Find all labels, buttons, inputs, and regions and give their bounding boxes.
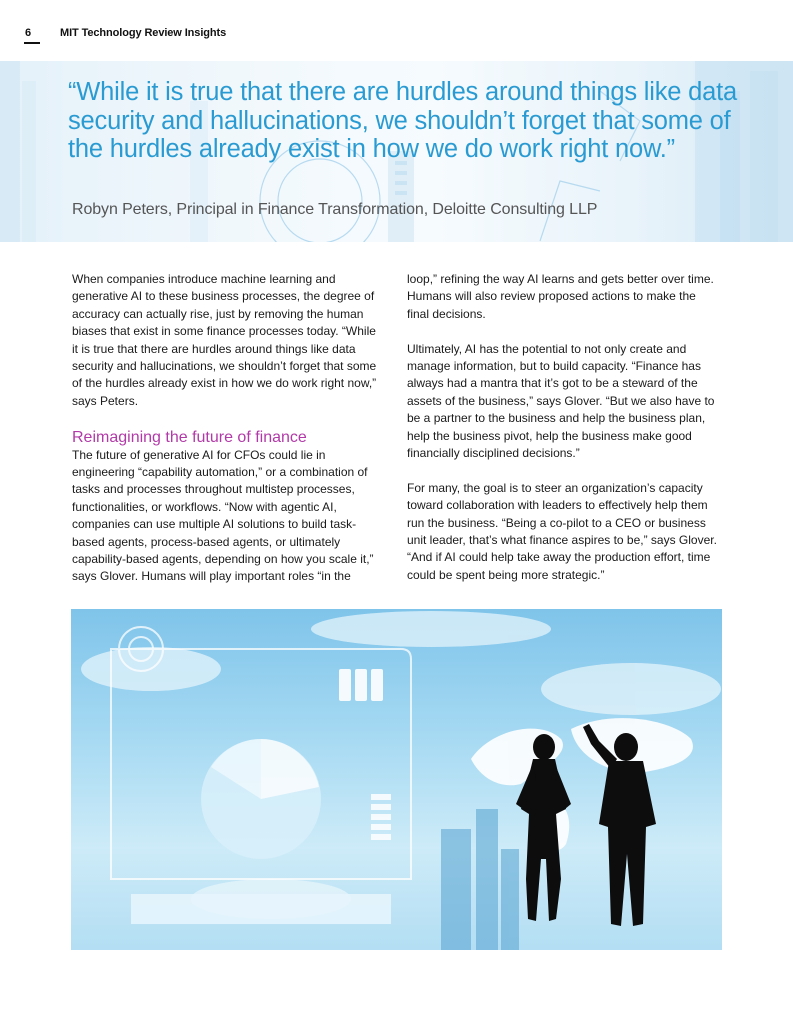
right-column xyxy=(407,271,719,602)
hero-illustration xyxy=(71,609,722,950)
right-paragraph-1: loop,” refining the way AI learns and gets better over time. Humans will also review proposed actions to make the final decisions. xyxy=(407,272,714,321)
page-number: 6 xyxy=(25,27,32,39)
pie-graphic xyxy=(201,739,321,859)
server-icons xyxy=(339,669,383,701)
publication-name: MIT Technology Review Insights xyxy=(60,27,227,39)
business-people-digital-interface-illustration xyxy=(71,609,722,950)
world-map xyxy=(471,718,693,850)
left-paragraph-2: The future of generative AI for CFOs could lie in engineering “capability automation,” or a combination of tasks and processes throughout multistep processes, functionalities, or workflows. “Now with agentic AI, companies can use multiple AI solutions to build task-based agents, process-based agents, or ultimately capability-based agents, depending on how you scale it,” says Glover. Humans will play important roles “in the xyxy=(72,447,374,584)
city-buildings xyxy=(441,809,519,950)
right-paragraph-2: Ultimately, AI has the potential to not only create and manage information, but to build capacity. “Finance has always had a mantra that it’s got to be a steward of the assets of the business,” says Glover. “But we also have to be a partner to the business and help the business plan, help the business pivot, help the business make good financially disciplined decisions.” xyxy=(407,341,715,461)
page-number-rule xyxy=(24,42,40,44)
pull-quote-banner xyxy=(0,61,793,242)
left-paragraph-1: When companies introduce machine learning and generative AI to these business processes, the degree of accuracy can actually rise, just by removing the human biases that exist in some finance processes today. “While it is true that there are hurdles around things like data security and hallucinations, we shouldn’t forget that some of the hurdles already exist in how we do work right now,” says Peters. xyxy=(72,272,377,408)
right-paragraph-3: For many, the goal is to steer an organization’s capacity toward collaboration with leaders to effectively help them run the business. “Being a co-pilot to a CEO or business unit leader, that’s what finance aspires to be,” says Glover. “And if AI could help take away the production effort, time could be spent being more strategic.” xyxy=(407,480,717,582)
pull-quote-text: “While it is true that there are hurdles around things like data security and hallucinations, we shouldn’t forget that some of the hurdles already exist in how we do work right now.” xyxy=(68,78,737,163)
left-column xyxy=(72,271,384,603)
pull-quote-attribution: Robyn Peters, Principal in Finance Transformation, Deloitte Consulting LLP xyxy=(72,201,598,218)
section-heading: Reimagining the future of finance xyxy=(72,428,307,446)
